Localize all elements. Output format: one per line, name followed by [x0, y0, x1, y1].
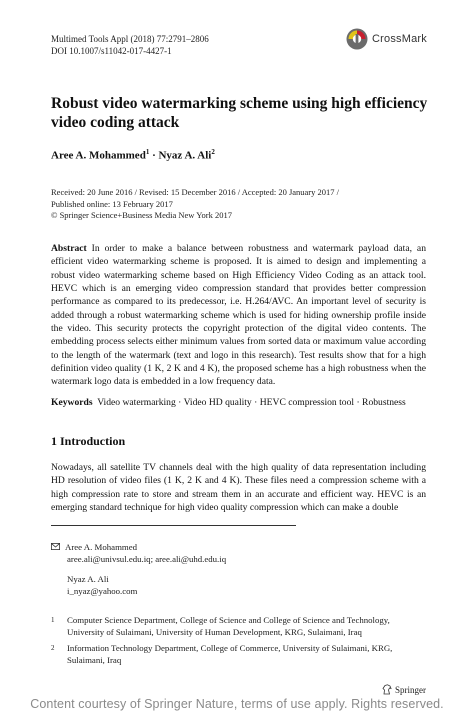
abstract-text: In order to make a balance between robustness and watermark payload data, an efficient video watermarking scheme is proposed. It is aimed to design and implementing a robust video watermarking scheme based on High Efficiency Video Coding as an attack tool. HEVC which is an emerging video compression standard that provides better compression performance as compared to its predecessor, i.e. H.264/AVC. An important level of security is added through a robust watermarking scheme which is used for hiding ownership profile inside the video. This security protects the copyright protection of the digital video contents. The embedding process selects either minimum values from sorted data or maximum value according to the length of the watermark (text and logo in this research). Test results show that for a high definition video quality (1 K, 2 K and 4 K), the proposed scheme has a high robustness when the watermark logo data is embedded in a low frequency data.	[51, 243, 426, 388]
crossmark-label: CrossMark	[372, 33, 427, 45]
affiliation-text: Computer Science Department, College of Science and College of Science and Technology, University of Sulaimani, University of Human Development, KRG, Sulaimani, Iraq	[67, 615, 390, 637]
author-affiliation-mark: 2	[211, 148, 215, 156]
journal-doi[interactable]: DOI 10.1007/s11042-017-4427-1	[51, 46, 172, 56]
correspondence-block	[51, 542, 351, 597]
publisher-label: Springer	[395, 684, 426, 695]
paper-title: Robust video watermarking scheme using high efficiency video coding attack	[51, 95, 428, 131]
author-separator: ·	[149, 149, 159, 162]
affiliation-text: Information Technology Department, College of Commerce, University of Sulaimani, KRG, Sulaimani, Iraq	[67, 643, 393, 665]
correspondent-name: Aree A. Mohammed	[65, 542, 138, 552]
history-line: Published online: 13 February 2017	[51, 198, 173, 209]
journal-citation: Multimed Tools Appl (2018) 77:2791–2806	[51, 34, 209, 44]
envelope-icon	[51, 542, 65, 554]
correspondent-email[interactable]: aree.ali@univsul.edu.iq; aree.ali@uhd.edu.iq	[67, 553, 227, 564]
keywords	[51, 397, 431, 408]
abstract-heading: Abstract	[51, 243, 87, 254]
keywords-text: Video watermarking · Video HD quality · HEVC compression tool · Robustness	[97, 397, 406, 408]
author-list	[51, 148, 215, 162]
publisher-logo	[382, 684, 426, 695]
keywords-heading: Keywords	[51, 397, 93, 408]
author-name[interactable]: Nyaz A. Ali	[158, 149, 212, 162]
crossmark-icon	[346, 28, 368, 50]
correspondent-name: Nyaz A. Ali	[67, 574, 109, 584]
correspondent-email[interactable]: i_nyaz@yahoo.com	[67, 585, 138, 596]
crossmark-badge[interactable]	[346, 28, 456, 50]
introduction-paragraph: Nowadays, all satellite TV channels deal with the high quality of data representation including HD resolution of video files (1 K, 2 K and 4 K). These files need a compression scheme with a high compression rate to store and stream them in an accurate and efficient way. HEVC is an emerging standard technique for high video quality compression which can make a double	[51, 462, 426, 514]
affiliation	[51, 643, 426, 666]
journal-header	[51, 33, 209, 57]
author-affiliation-mark: 1	[145, 148, 150, 156]
footnote-divider	[51, 525, 296, 526]
courtesy-notice[interactable]: Content courtesy of Springer Nature, terms of use apply. Rights reserved.	[30, 697, 444, 711]
springer-horse-icon	[382, 684, 392, 695]
author-name[interactable]: Aree A. Mohammed	[51, 149, 146, 162]
affiliation-number: 1	[51, 616, 55, 624]
history-line: Received: 20 June 2016 / Revised: 15 December 2016 / Accepted: 20 January 2017 /	[51, 187, 339, 197]
abstract	[51, 242, 426, 389]
publication-history	[51, 187, 431, 222]
section-heading: 1 Introduction	[51, 434, 126, 448]
affiliation	[51, 615, 426, 638]
affiliation-number: 2	[51, 644, 55, 652]
copyright-line: © Springer Science+Business Media New York 2017	[51, 210, 232, 220]
